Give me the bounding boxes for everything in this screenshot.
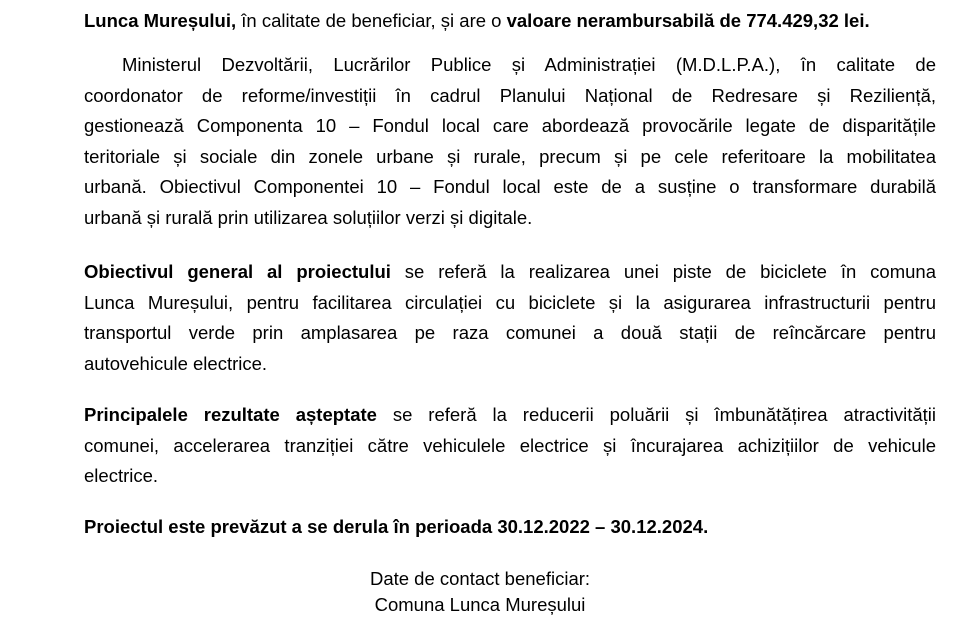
results-heading: Principalele rezultate așteptate (84, 404, 377, 425)
objective-line-4: autovehicule electrice. (84, 352, 268, 374)
paragraph-general-objective (84, 257, 936, 379)
beneficiary-name: Lunca Mureșului, (84, 10, 237, 31)
objective-line-2: Lunca Mureșului, pentru facilitarea circulației cu biciclete și la asigurarea infrastructurii pentru (84, 291, 936, 313)
contact-heading: Date de contact beneficiar: (369, 568, 591, 589)
ministry-line-1: Ministerul Dezvoltării, Lucrărilor Publice și Administrației (M.D.L.P.A.), în calitate de (122, 54, 936, 75)
ministry-line-4: teritoriale și sociale din zonele urbane și rurale, precum și pe cele referitoare la mobilitatea (84, 145, 936, 167)
objective-line-3: transportul verde prin amplasarea pe raza comunei a două stații de reîncărcare pentru (84, 322, 936, 343)
results-line-2: comunei, accelerarea tranziției către vehiculele electrice și încurajarea achizițiilor de vehicule (84, 434, 936, 456)
ministry-line-6: urbană și rurală prin utilizarea soluțiilor verzi și digitale. (84, 206, 533, 228)
beneficiary-text: în calitate de beneficiar, și are o (236, 10, 507, 31)
ministry-line-3: gestionează Componenta 10 – Fondul local care abordează provocările legate de disparitățile (84, 115, 936, 136)
results-line-1: Principalele rezultate așteptate se referă la reducerii poluării și îmbunătățirea atractivității (84, 404, 936, 425)
paragraph-expected-results (84, 400, 936, 492)
results-line-3: electrice. (84, 465, 159, 486)
objective-line-1: Obiectivul general al proiectului se referă la realizarea unei piste de biciclete în comuna (84, 261, 936, 282)
paragraph-beneficiary-value (84, 6, 936, 37)
project-period: Proiectul este prevăzut a se derula în perioada 30.12.2022 – 30.12.2024. (84, 516, 709, 537)
paragraph-project-period (84, 512, 936, 543)
contact-beneficiary-partial: Comuna Lunca Mureșului (374, 594, 586, 615)
objective-heading: Obiectivul general al proiectului (84, 261, 391, 282)
ministry-line-2: coordonator de reforme/investiții în cadrul Planului Național de Redresare și Reziliență, (84, 84, 936, 106)
non-refundable-value: valoare nerambursabilă de 774.429,32 lei. (506, 10, 870, 31)
paragraph-ministry-body (84, 50, 936, 233)
ministry-line-5: urbană. Obiectivul Componentei 10 – Fondul local este de a susține o transformare durabilă (84, 176, 936, 197)
